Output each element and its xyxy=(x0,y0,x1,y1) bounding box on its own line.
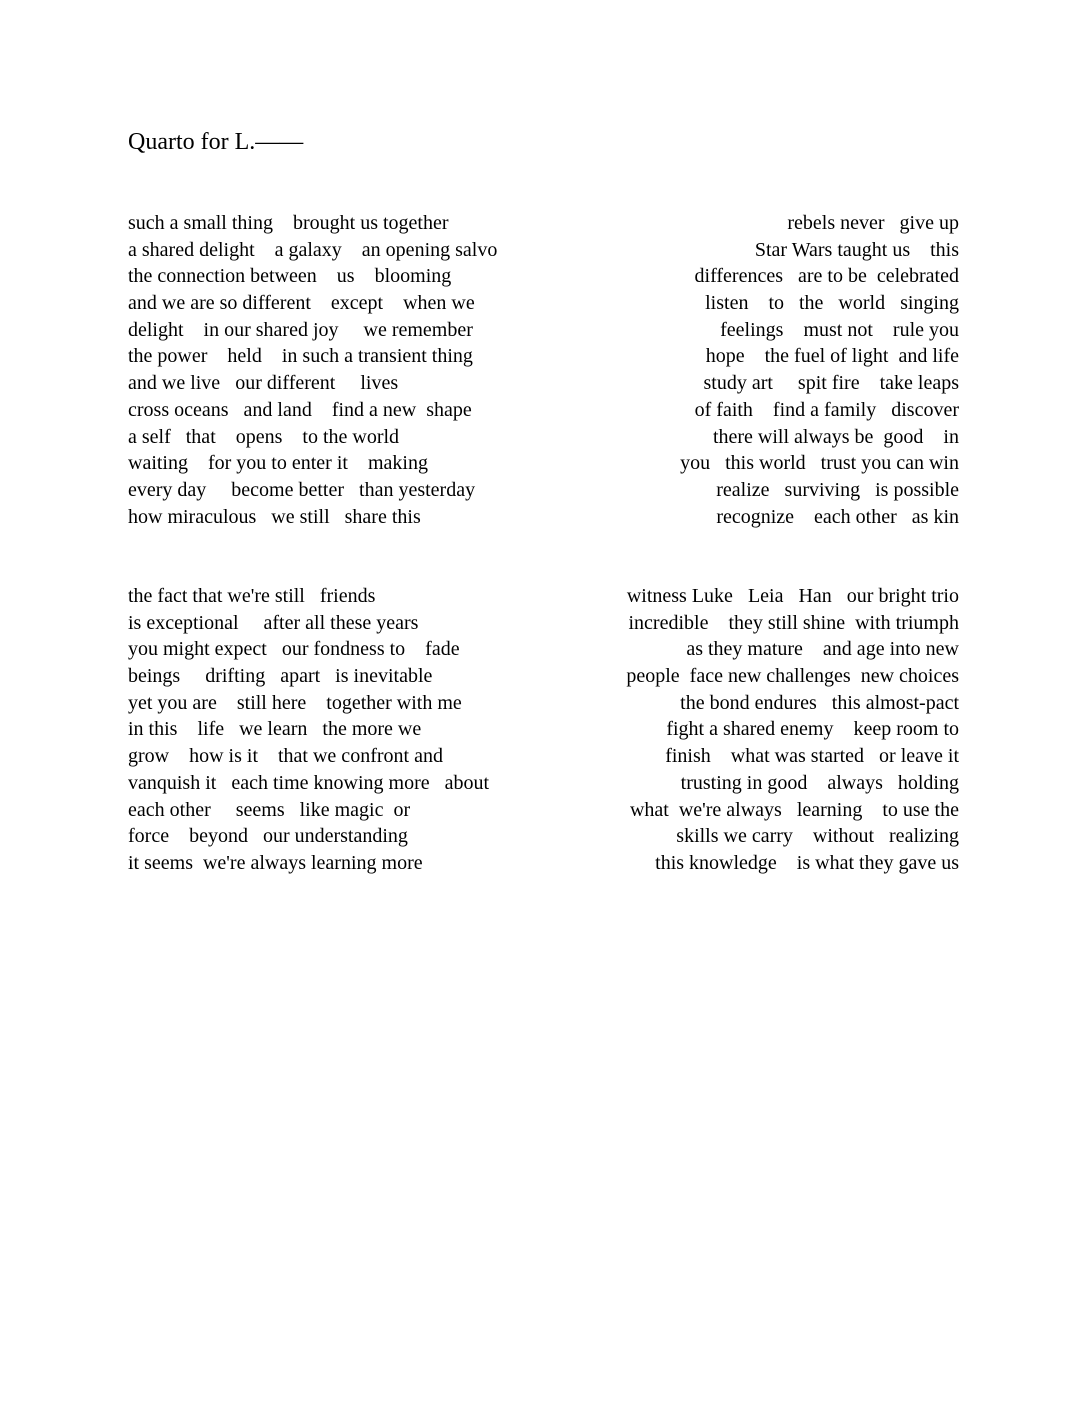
poem-line: this knowledge is what they gave us xyxy=(655,851,959,874)
stanza-4 xyxy=(626,583,959,877)
poem-line: the fact that we're still friends xyxy=(128,585,376,607)
poem-line: a shared delight a galaxy an opening salvo xyxy=(128,238,498,261)
poem-line: it seems we're always learning more xyxy=(128,851,423,874)
poem-line: such a small thing brought us together xyxy=(128,212,449,234)
stanza-3 xyxy=(128,583,489,877)
poem-line: and we are so different except when we xyxy=(128,292,475,315)
poem-line: you might expect our fondness to fade xyxy=(128,638,460,661)
poem-line: beings drifting apart is inevitable xyxy=(128,665,433,688)
poem-line: delight in our shared joy we remember xyxy=(128,318,473,341)
poem-line: waiting for you to enter it making xyxy=(128,452,428,475)
poem-line: people face new challenges new choices xyxy=(626,665,959,688)
poem-line: incredible they still shine with triumph xyxy=(628,611,959,634)
poem-line: every day become better than yesterday xyxy=(128,478,476,501)
poem-line: and we live our different lives xyxy=(128,372,399,395)
poem-line: you this world trust you can win xyxy=(680,452,959,475)
poem-line: the bond endures this almost-pact xyxy=(680,691,959,714)
poem-line: witness Luke Leia Han our bright trio xyxy=(626,585,959,607)
poem-line: is exceptional after all these years xyxy=(128,611,419,634)
poem-line: skills we carry without realizing xyxy=(676,825,959,848)
poem-line: trusting in good always holding xyxy=(680,771,959,794)
poem-line: how miraculous we still share this xyxy=(128,505,421,528)
poem-line: what we're always learning to use the xyxy=(629,798,959,821)
poem-line: each other seems like magic or xyxy=(128,798,411,821)
poem-line: feelings must not rule you xyxy=(720,318,959,341)
poem-line: differences are to be celebrated xyxy=(694,265,959,288)
poem-line: realize surviving is possible xyxy=(716,478,959,501)
poem-title: Quarto for L.—— xyxy=(128,129,304,155)
poem-line: finish what was started or leave it xyxy=(665,745,959,768)
poem-line: vanquish it each time knowing more about xyxy=(128,771,490,794)
poem-line: recognize each other as kin xyxy=(716,505,959,528)
poem-line: force beyond our understanding xyxy=(128,825,408,848)
stanza-2 xyxy=(680,210,959,530)
poem-line: grow how is it that we confront and xyxy=(128,745,443,768)
poem-line: a self that opens to the world xyxy=(128,425,400,448)
poem-line: study art spit fire take leaps xyxy=(703,372,959,395)
stanza-1 xyxy=(128,210,497,530)
poem-line: fight a shared enemy keep room to xyxy=(666,718,959,741)
poem-line: listen to the world singing xyxy=(705,292,959,315)
poem-line: in this life we learn the more we xyxy=(128,718,422,741)
poem-line: there will always be good in xyxy=(712,425,959,448)
poem-line: cross oceans and land find a new shape xyxy=(128,398,472,421)
poem-line: of faith find a family discover xyxy=(694,398,959,421)
poem-line: hope the fuel of light and life xyxy=(705,345,959,368)
poem-line: the connection between us blooming xyxy=(128,265,452,288)
poem-line: rebels never give up xyxy=(787,212,959,234)
poem-line: the power held in such a transient thing xyxy=(128,345,473,368)
poem-line: as they mature and age into new xyxy=(686,638,959,661)
poem-line: Star Wars taught us this xyxy=(754,238,959,261)
poem-line: yet you are still here together with me xyxy=(128,691,462,714)
